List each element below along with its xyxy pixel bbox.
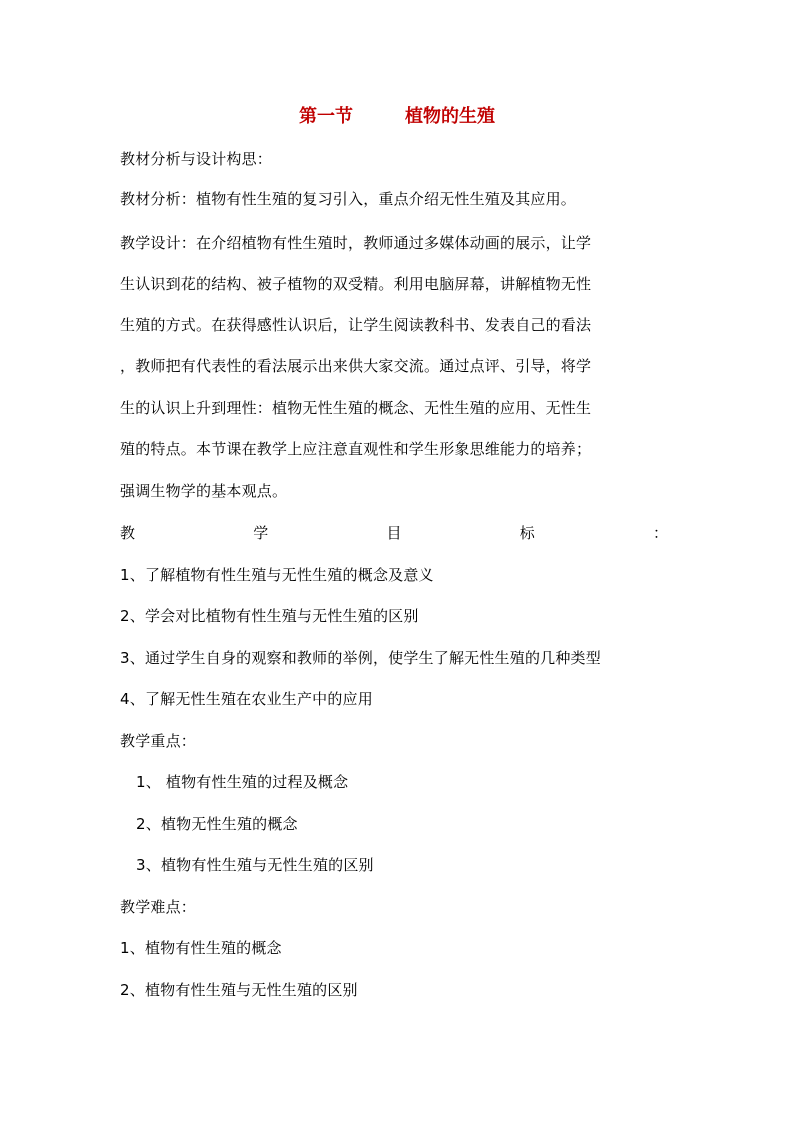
title-section-number: 第一节 xyxy=(299,106,353,127)
difficulty-item: 2、植物有性生殖与无性生殖的区别 xyxy=(120,981,358,999)
objective-item: 2、学会对比植物有性生殖与无性生殖的区别 xyxy=(120,607,419,625)
key-point-item: 3、植物有性生殖与无性生殖的区别 xyxy=(136,856,374,874)
heading-difficulties: 教学难点： xyxy=(120,898,197,916)
objectives-heading-char: 标 xyxy=(519,524,535,542)
paragraph-analysis: 教材分析：植物有性生殖的复习引入，重点介绍无性生殖及其应用。 xyxy=(120,190,577,208)
key-point-item: 2、植物无性生殖的概念 xyxy=(136,815,298,833)
paragraph-design-line-2: 生认识到花的结构、被子植物的双受精。利用电脑屏幕，讲解植物无性 xyxy=(120,275,592,293)
paragraph-design-line-1: 教学设计：在介绍植物有性生殖时，教师通过多媒体动画的展示，让学 xyxy=(120,234,592,252)
difficulty-item: 1、植物有性生殖的概念 xyxy=(120,939,282,957)
objective-item: 4、了解无性生殖在农业生产中的应用 xyxy=(120,690,373,708)
objectives-heading-char: 学 xyxy=(253,524,269,542)
objective-item: 1、了解植物有性生殖与无性生殖的概念及意义 xyxy=(120,566,434,584)
heading-analysis-design: 教材分析与设计构思： xyxy=(120,150,273,168)
objectives-heading-char: ： xyxy=(652,524,668,542)
paragraph-design-line-5: 生的认识上升到理性：植物无性生殖的概念、无性生殖的应用、无性生 xyxy=(120,399,592,417)
paragraph-design-line-3: 生殖的方式。在获得感性认识后，让学生阅读教科书、发表自己的看法 xyxy=(120,316,592,334)
paragraph-design-line-6: 殖的特点。本节课在教学上应注意直观性和学生形象思维能力的培养； xyxy=(120,440,592,458)
objectives-heading-char: 教 xyxy=(120,524,136,542)
title-section-name: 植物的生殖 xyxy=(405,106,495,127)
paragraph-design-line-4: ，教师把有代表性的看法展示出来供大家交流。通过点评、引导，将学 xyxy=(120,357,592,375)
key-point-item: 1、 植物有性生殖的过程及概念 xyxy=(136,773,349,791)
objectives-heading-char: 目 xyxy=(386,524,402,542)
heading-teaching-objectives xyxy=(120,521,668,545)
paragraph-design-line-7: 强调生物学的基本观点。 xyxy=(120,482,288,500)
heading-key-points: 教学重点： xyxy=(120,732,197,750)
page-title xyxy=(0,103,794,131)
objective-item: 3、通过学生自身的观察和教师的举例，使学生了解无性生殖的几种类型 xyxy=(120,649,601,667)
